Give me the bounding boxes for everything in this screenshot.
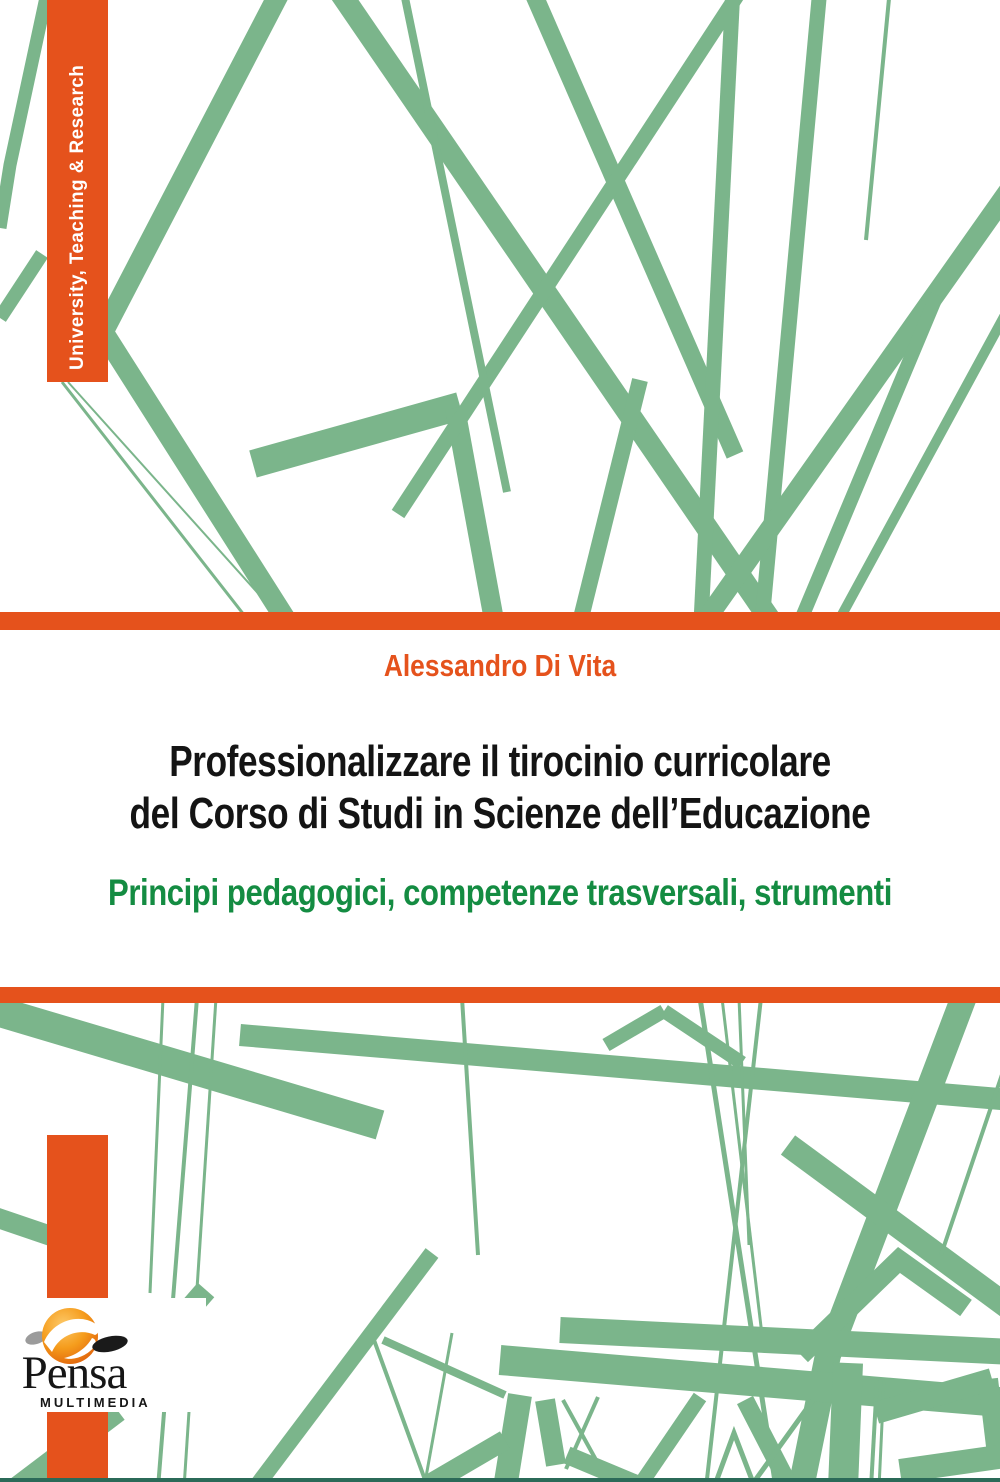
series-label: University, Teaching & Research xyxy=(67,64,88,370)
publisher-logo xyxy=(6,1298,206,1412)
footer-strip xyxy=(0,1478,1000,1482)
publisher-name: Pensa xyxy=(21,1347,127,1399)
book-subtitle: Principi pedagogici, competenze trasversali, strumenti xyxy=(108,872,892,913)
green-lines-pattern-top xyxy=(0,0,1000,613)
divider-bar-top xyxy=(0,612,1000,630)
publisher-tagline: MULTIMEDIA xyxy=(40,1395,151,1410)
title-line-1: Professionalizzare il tirocinio curricolare xyxy=(169,737,831,786)
divider-bar-bottom xyxy=(0,987,1000,1003)
book-title xyxy=(0,736,1000,840)
title-line-2: del Corso di Studi in Scienze dell’Educazione xyxy=(129,789,871,838)
author-name: Alessandro Di Vita xyxy=(383,648,617,683)
